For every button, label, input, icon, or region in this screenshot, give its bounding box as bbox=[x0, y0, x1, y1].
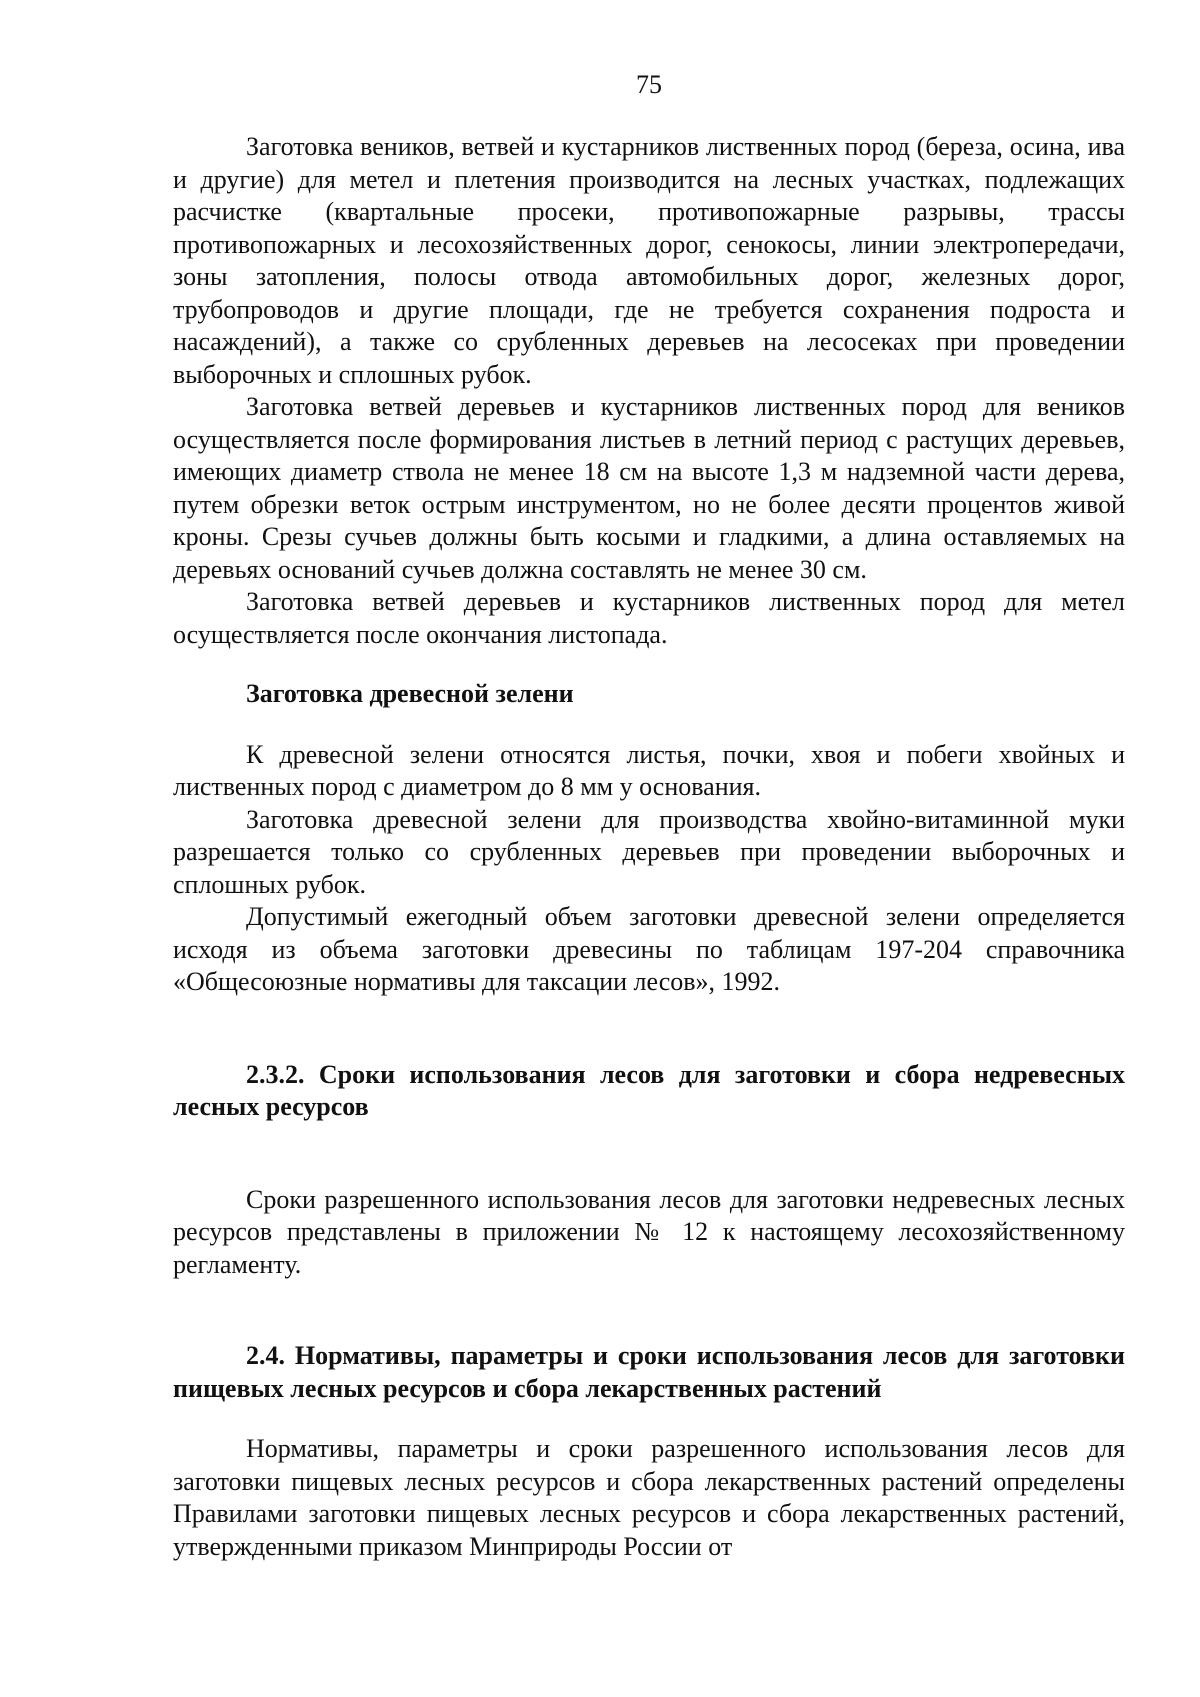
spacer bbox=[173, 999, 1125, 1059]
spacer bbox=[173, 651, 1125, 678]
paragraph-besoms-timing: Заготовка ветвей деревьев и кустарников лиственных пород для метел осуществляется после окончания листопада. bbox=[173, 587, 1125, 649]
spacer bbox=[173, 1405, 1125, 1433]
paragraph-brooms-branches: Заготовка веников, ветвей и кустарников лиственных пород (береза, осина, ива и другие) для метел и плетения производится на лесных участках, подлежащих расчистке (квартальные просеки, противопожарные разрывы, трассы противопожарных и лесохозяйственных дорог, сенокосы, линии электропередачи, зоны затопления, полосы отвода автомобильных дорог, железных дорог, трубопроводов и другие площади, где не требуется сохранения подроста и насаждений), а также со срубленных деревьев на лесосеках при проведении выборочных и сплошных рубок. bbox=[173, 132, 1125, 389]
heading-section-2-3-2: 2.3.2. Сроки использования лесов для заготовки и сбора недревесных лесных ресурсов bbox=[173, 1059, 1125, 1121]
paragraph-wood-greenery-volume: Допустимый ежегодный объем заготовки древесной зелени определяется исходя из объема заготовки древесины по таблицам 197-204 справочника «Общесоюзные нормативы для таксации лесов», 1992. bbox=[173, 902, 1125, 996]
document-page bbox=[173, 0, 1125, 1697]
page-number: 75 bbox=[636, 70, 662, 99]
spacer bbox=[173, 1281, 1125, 1340]
paragraph-food-resources-rules: Нормативы, параметры и сроки разрешенного использования лесов для заготовки пищевых лесных ресурсов и сбора лекарственных растений определены Правилами заготовки пищевых лесных ресурсов и сбора лекарственных растений, утвержденными приказом Минприроды России от bbox=[173, 1434, 1125, 1561]
spacer bbox=[173, 711, 1125, 739]
paragraph-brooms-harvest-rules: Заготовка ветвей деревьев и кустарников лиственных пород для веников осуществляется после формирования листьев в летний период с растущих деревьев, имеющих диаметр ствола не менее 18 см на высоте 1,3 м надземной части дерева, путем обрезки веток острым инструментом, но не более десяти процентов живой кроны. Срезы сучьев должны быть косыми и гладкими, а длина оставляемых на деревьях оснований сучьев должна составлять не менее 30 см. bbox=[173, 392, 1125, 584]
heading-wood-greenery: Заготовка древесной зелени bbox=[246, 679, 574, 708]
paragraph-wood-greenery-flour: Заготовка древесной зелени для производства хвойно-витаминной муки разрешается только со срубленных деревьев при проведении выборочных и сплошных рубок. bbox=[173, 804, 1125, 899]
heading-section-2-4: 2.4. Нормативы, параметры и сроки использования лесов для заготовки пищевых лесных ресурсов и сбора лекарственных растений bbox=[173, 1341, 1125, 1403]
spacer bbox=[173, 1124, 1125, 1184]
page-content bbox=[173, 131, 1125, 1563]
paragraph-non-timber-terms: Сроки разрешенного использования лесов для заготовки недревесных лесных ресурсов представлены в приложении № 12 к настоящему лесохозяйственному регламенту. bbox=[173, 1184, 1125, 1279]
paragraph-wood-greenery-definition: К древесной зелени относятся листья, почки, хвоя и побеги хвойных и лиственных пород с диаметром до 8 мм у основания. bbox=[173, 739, 1125, 801]
